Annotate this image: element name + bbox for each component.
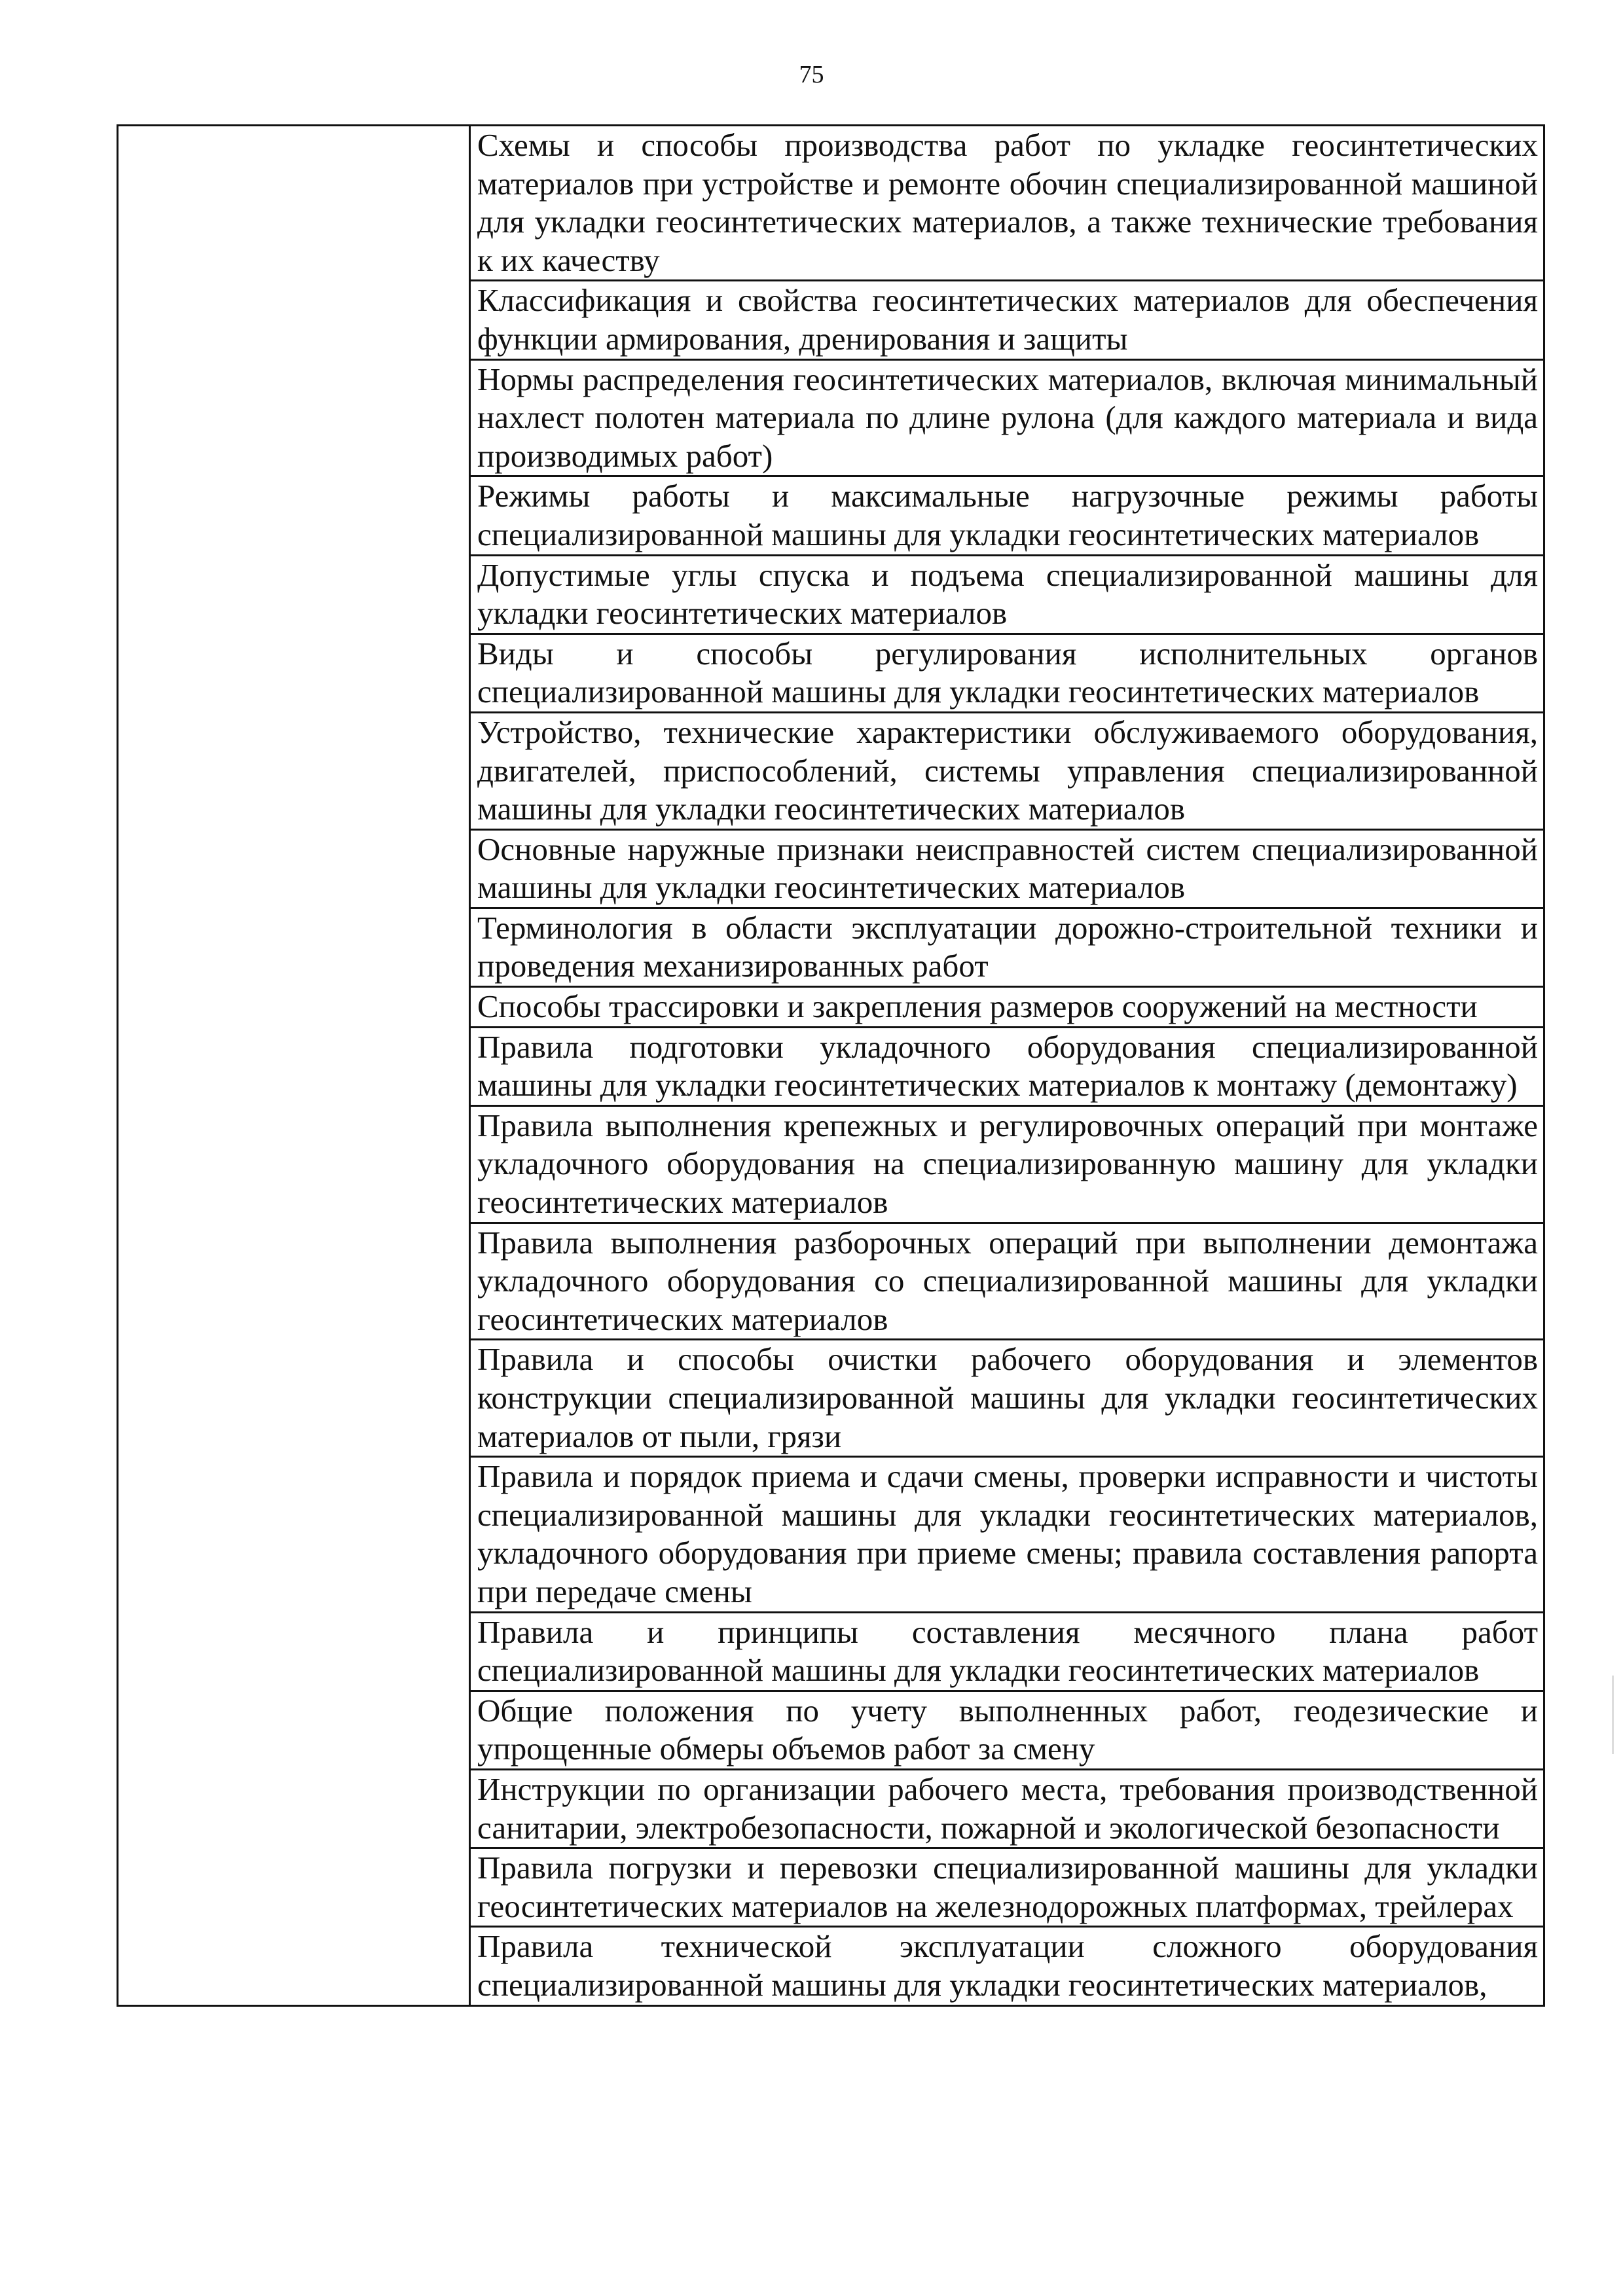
table-cell: Режимы работы и максимальные нагрузочные режимы работы специализированной машины для укладки геосинтетических материалов [470,476,1544,555]
table-cell: Схемы и способы производства работ по укладке геосинтетических материалов при устройстве и ремонте обочин специализированной машиной для укладки геосинтетических материалов, а также технические требования к их качеству [470,126,1544,281]
page-number: 75 [799,61,824,88]
table-cell: Способы трассировки и закрепления размеров сооружений на местности [470,987,1544,1028]
left-column-cell [118,126,470,2006]
table-cell: Виды и способы регулирования исполнительных органов специализированной машины для укладки геосинтетических материалов [470,634,1544,712]
table-cell: Правила подготовки укладочного оборудования специализированной машины для укладки геосинтетических материалов к монтажу (демонтажу) [470,1027,1544,1105]
table-cell: Классификация и свойства геосинтетических материалов для обеспечения функции армирования, дренирования и защиты [470,281,1544,359]
table-cell: Правила и порядок приема и сдачи смены, проверки исправности и чистоты специализированной машины для укладки геосинтетических материалов, укладочного оборудования при приеме смены; правила составления рапорта при передаче смены [470,1457,1544,1612]
table-cell: Основные наружные признаки неисправностей систем специализированной машины для укладки геосинтетических материалов [470,829,1544,908]
table-cell: Нормы распределения геосинтетических материалов, включая минимальный нахлест полотен материала по длине рулона (для каждого материала и вида производимых работ) [470,359,1544,476]
table-cell: Устройство, технические характеристики обслуживаемого оборудования, двигателей, приспособлений, системы управления специализированной машины для укладки геосинтетических материалов [470,712,1544,829]
table-cell: Правила технической эксплуатации сложного оборудования специализированной машины для укладки геосинтетических материалов, [470,1927,1544,2005]
table-cell: Правила выполнения крепежных и регулировочных операций при монтаже укладочного оборудования на специализированную машину для укладки геосинтетических материалов [470,1105,1544,1223]
table-cell: Терминология в области эксплуатации дорожно-строительной техники и проведения механизированных работ [470,908,1544,986]
table-cell: Правила выполнения разборочных операций при выполнении демонтажа укладочного оборудования со специализированной машины для укладки геосинтетических материалов [470,1223,1544,1340]
requirements-table [117,124,1545,2007]
scan-artifact [1612,1676,1614,1754]
table-cell: Правила погрузки и перевозки специализированной машины для укладки геосинтетических материалов на железнодорожных платформах, трейлерах [470,1848,1544,1927]
table-cell: Инструкции по организации рабочего места, требования производственной санитарии, электробезопасности, пожарной и экологической безопасности [470,1769,1544,1848]
table-row [118,126,1544,281]
table-cell: Допустимые углы спуска и подъема специализированной машины для укладки геосинтетических материалов [470,555,1544,634]
table-cell: Правила и способы очистки рабочего оборудования и элементов конструкции специализированной машины для укладки геосинтетических материалов от пыли, грязи [470,1340,1544,1457]
table-cell: Правила и принципы составления месячного плана работ специализированной машины для укладки геосинтетических материалов [470,1612,1544,1691]
table-cell: Общие положения по учету выполненных работ, геодезические и упрощенные обмеры объемов работ за смену [470,1691,1544,1769]
